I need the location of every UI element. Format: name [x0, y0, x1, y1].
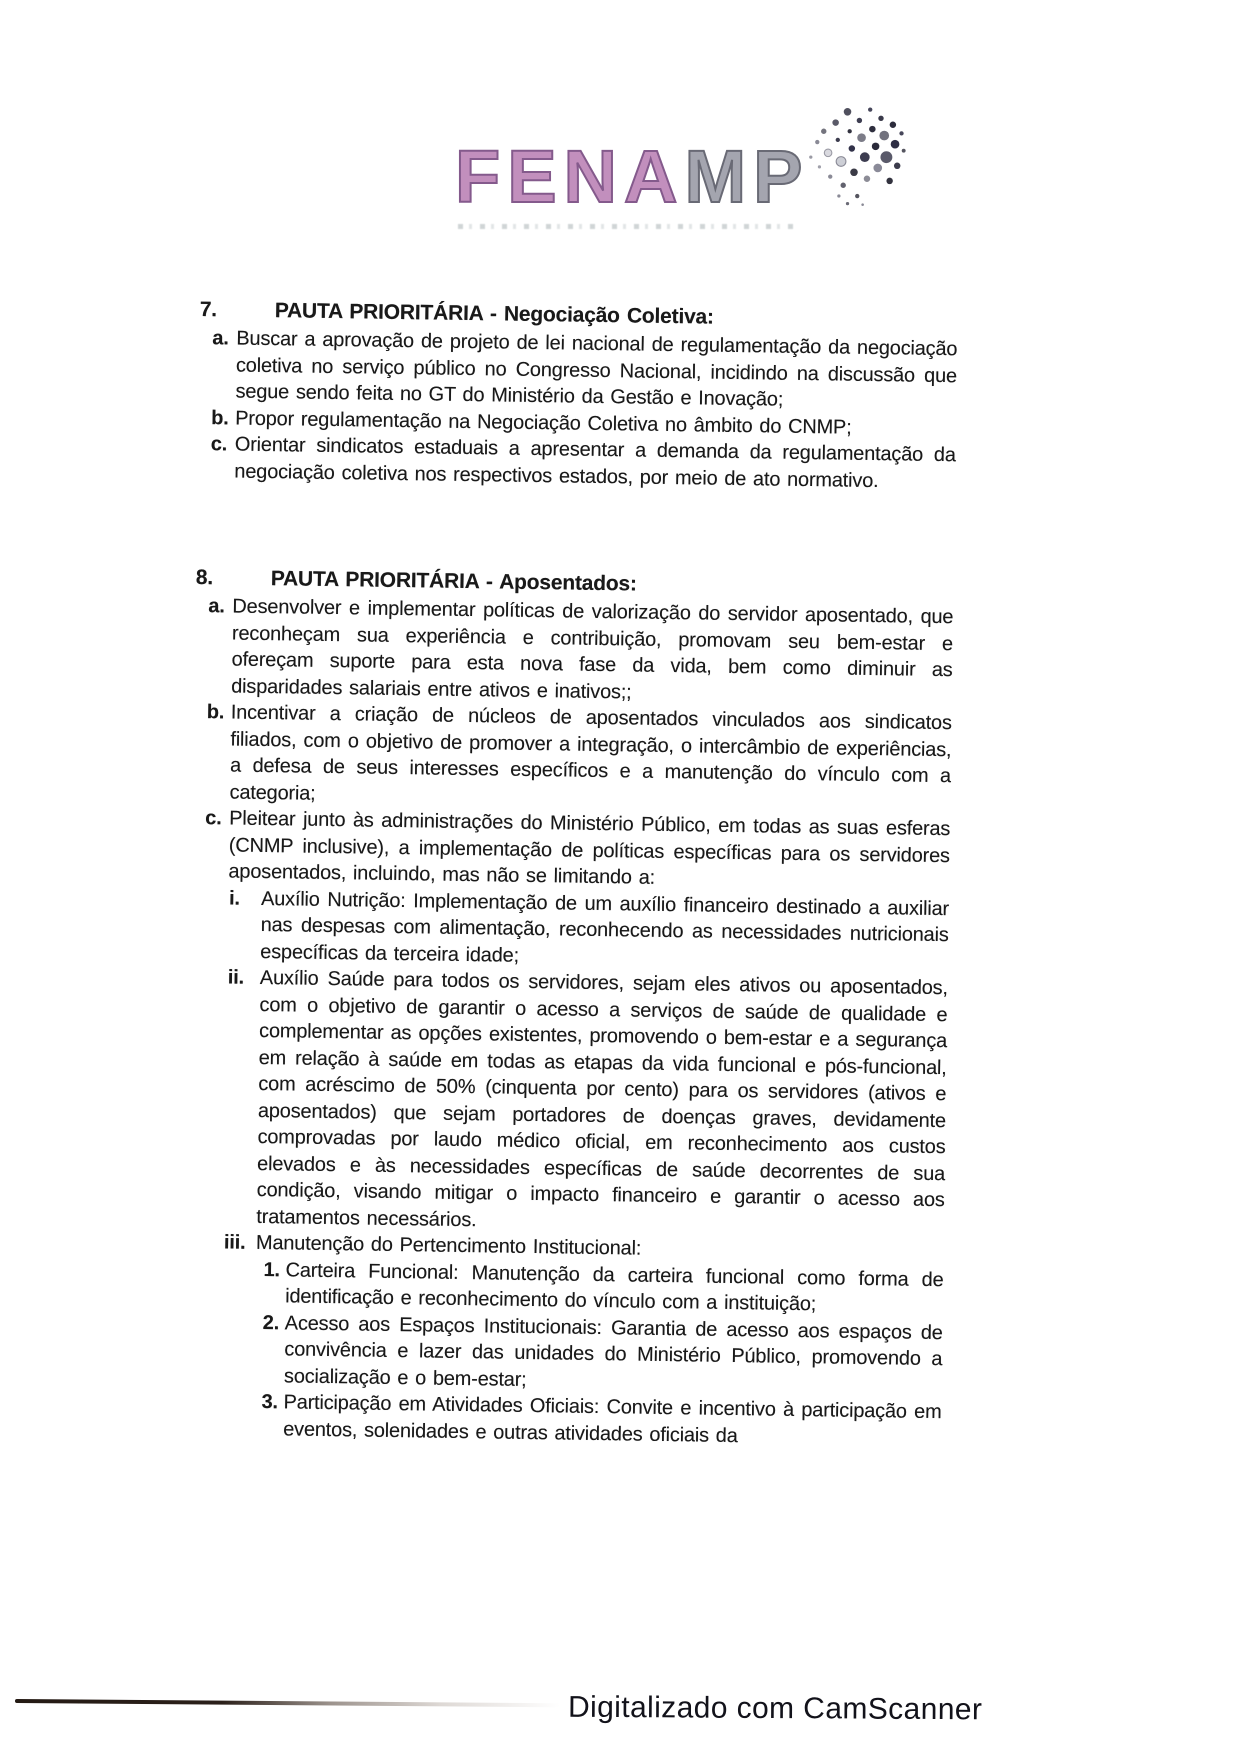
item-text: Incentivar a criação de núcleos de aposentados vinculados aos sindicatos filiados, com o objetivo de promover a integração, o intercâmbio de experiências, a defesa de seus interesses específicos e a manutenção do vínculo com a categoria; — [229, 701, 952, 805]
numbered-item-label: 3. — [261, 1391, 279, 1414]
item-text: Pleitear junto às administrações do Ministério Público, em todas as suas esferas (CNMP inclusive), a implementação de políticas específicas para os servidores aposentados, incluindo, mas não se limitando a: — [228, 807, 951, 889]
logo-dots-icon — [800, 100, 908, 210]
item-label: c. — [210, 433, 228, 456]
item-text: Orientar sindicatos estaduais a apresentar a demanda da regulamentação da negociação coletiva nos respectivos estados, por meio de ato normativo. — [234, 433, 956, 492]
section-title: PAUTA PRIORITÁRIA - Negociação Coletiva: — [274, 299, 714, 329]
numbered-item-text: Participação em Atividades Oficiais: Convite e incentivo à participação em eventos, solenidades e outras atividades oficiais da — [283, 1391, 942, 1447]
section-number: 8. — [195, 565, 214, 590]
subitem-text: Auxílio Saúde para todos os servidores, sejam eles ativos ou aposentados, com o objetivo de garantir o acesso a serviços de saúde de qualidade e complementar as opções existentes, promovendo o bem-estar e a segurança em relação à saúde em todas as etapas da vida funcional e pós-funcional, com acréscimo de 50% (cinquenta por cento) para os servidores (ativos e aposentados) que sejam portadores de doenças graves, devidamente comprovadas por laudo médico oficial, em reconhecimento aos custos elevados e às necessidades específicas de saúde decorrentes de sua condição, visando mitigar o impacto financeiro e garantir o acesso aos tratamentos necessários. — [256, 966, 948, 1231]
logo-text-mp: MP — [684, 135, 810, 218]
section-7 — [197, 296, 958, 495]
subitem-text: Auxílio Nutrição: Implementação de um auxílio financeiro destinado a auxiliar nas despesas com alimentação, reconhecendo as necessidades nutricionais específicas da terceira idade; — [260, 887, 950, 967]
item-text: Desenvolver e implementar políticas de valorização do servidor aposentado, que reconheçam sua experiência e contribuição, promovam seu bem-estar e ofereçam suporte para esta nova fase da vida, bem como diminuir as disparidades salariais entre ativos e inativos;; — [231, 595, 954, 703]
sub-list-item — [224, 964, 948, 1240]
section-title: PAUTA PRIORITÁRIA - Aposentados: — [270, 567, 637, 596]
item-label: a. — [212, 327, 229, 350]
subitem-label: iii. — [223, 1231, 246, 1254]
sub-list-item — [228, 885, 949, 975]
numbered-item-text: Carteira Funcional: Manutenção da carteira funcional como forma de identificação e reconhecimento do vínculo com a instituição; — [285, 1258, 944, 1316]
subitem-text: Manutenção do Pertencimento Institucional: — [255, 1231, 642, 1260]
fenamp-logo — [455, 135, 810, 218]
scan-page-edge-shadow — [15, 1699, 560, 1707]
list-item — [207, 593, 953, 710]
numbered-item-text: Acesso aos Espaços Institucionais: Garantia de acesso aos espaços de convivência e lazer das unidades do Ministério Público, promovendo a socialização e o bem-estar; — [283, 1311, 943, 1391]
subitem-label: i. — [228, 886, 240, 910]
section-8 — [183, 564, 954, 1452]
camscanner-watermark: Digitalizado com CamScanner — [567, 1690, 983, 1727]
item-label: c. — [205, 807, 222, 830]
list-item — [211, 325, 957, 416]
list-item — [204, 805, 950, 896]
list-item — [205, 699, 951, 816]
numbered-item-label: 1. — [263, 1258, 281, 1281]
item-label: b. — [211, 406, 229, 429]
document-body — [183, 296, 958, 1452]
item-text: Buscar a aprovação de projeto de lei nacional de regulamentação da negociação coletiva no serviço público no Congresso Nacional, incidindo na discussão que segue sendo feita no GT do Ministério da Gestão e Inovação; — [235, 327, 958, 411]
numbered-item-label: 2. — [262, 1311, 280, 1334]
item-label: b. — [206, 701, 225, 724]
logo-wordmark — [455, 135, 810, 218]
section-number: 7. — [199, 297, 218, 322]
subitem-label: ii. — [227, 966, 245, 989]
numbered-list-item — [261, 1389, 942, 1452]
logo-tagline-smudge — [458, 224, 796, 229]
logo-text-fena: FENA — [455, 135, 685, 218]
item-label: a. — [208, 595, 225, 618]
numbered-list-item — [262, 1310, 943, 1400]
item-text: Propor regulamentação na Negociação Coletiva no âmbito do CNMP; — [235, 407, 852, 439]
list-item — [210, 431, 956, 495]
